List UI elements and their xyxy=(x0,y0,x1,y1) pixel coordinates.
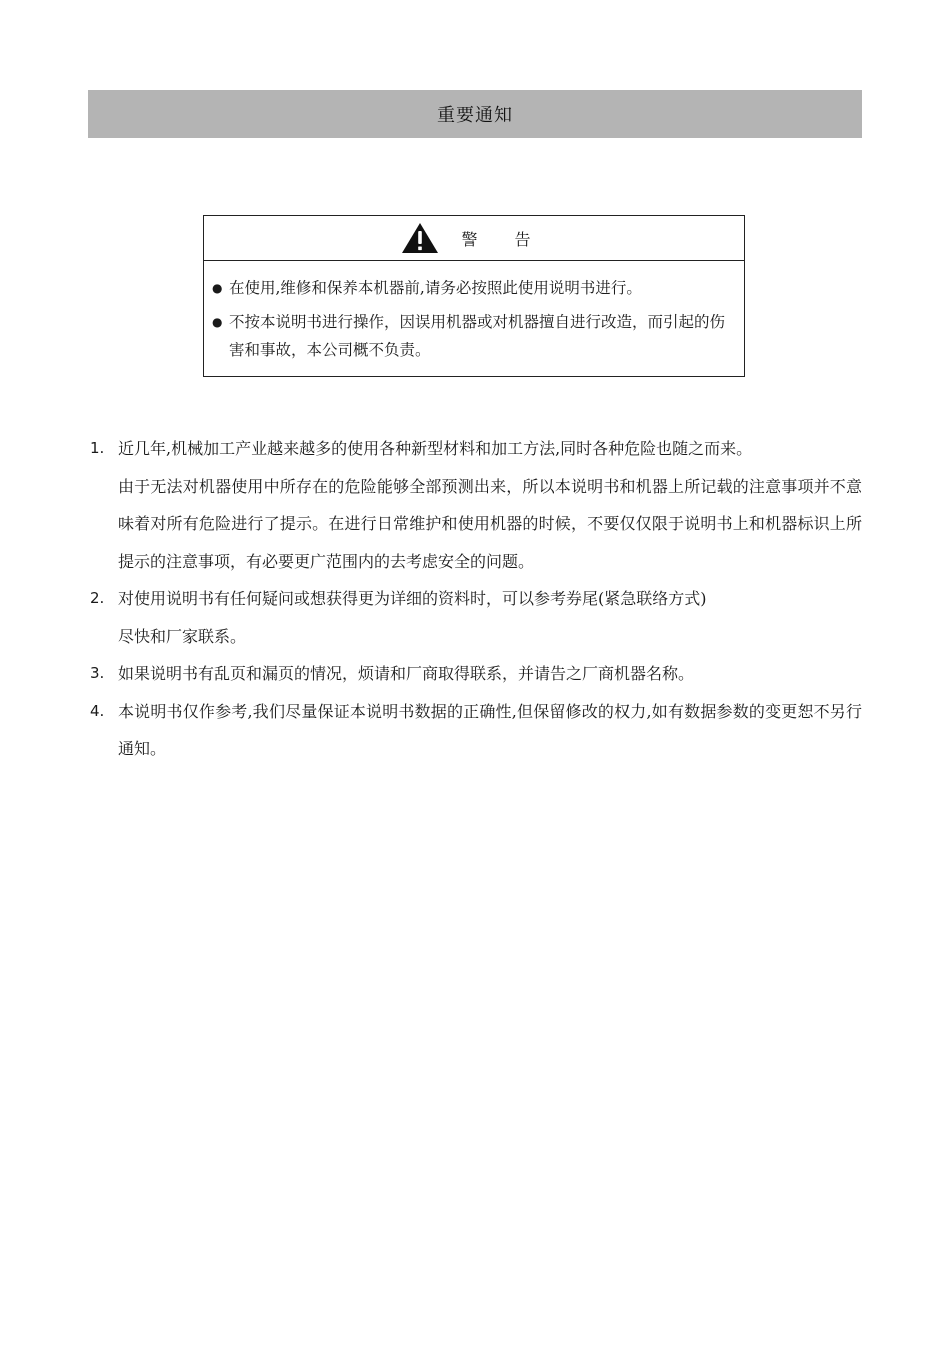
note-paragraph: 近几年,机械加工产业越来越多的使用各种新型材料和加工方法,同时各种危险也随之而来。 xyxy=(118,439,753,458)
warning-item-text: 不按本说明书进行操作，因误用机器或对机器擅自进行改造，而引起的伤害和事故，本公司概不负责。 xyxy=(229,313,726,359)
warning-label: 警 告 xyxy=(461,229,547,249)
warning-body xyxy=(204,261,744,364)
note-text xyxy=(118,580,862,655)
page-title: 重要通知 xyxy=(437,105,513,126)
note-item xyxy=(90,430,862,580)
note-paragraph: 尽快和厂家联系。 xyxy=(118,626,247,646)
note-item xyxy=(90,655,862,693)
note-text xyxy=(118,693,862,768)
notes-list xyxy=(90,430,862,768)
warning-header xyxy=(204,216,744,261)
note-item xyxy=(90,580,862,655)
warning-item xyxy=(212,308,736,364)
note-text xyxy=(118,430,862,580)
warning-item-text: 在使用,维修和保养本机器前,请务必按照此使用说明书进行。 xyxy=(229,279,642,297)
note-paragraph: 由于无法对机器使用中所存在的危险能够全部预测出来，所以本说明书和机器上所记载的注意事项并不意味着对所有危险进行了提示。在进行日常维护和使用机器的时候，不要仅仅限于说明书上和机器标识上所提示的注意事项，有必要更广范围内的去考虑安全的问题。 xyxy=(118,476,862,571)
note-item xyxy=(90,693,862,768)
bullet-icon: ● xyxy=(212,315,223,329)
note-number: 4. xyxy=(90,701,105,720)
header-bar xyxy=(88,90,862,138)
note-number: 1. xyxy=(90,439,105,457)
note-text xyxy=(118,655,862,693)
note-number: 2. xyxy=(90,589,105,607)
warning-triangle-icon xyxy=(401,222,439,254)
note-paragraph: 对使用说明书有任何疑问或想获得更为详细的资料时，可以参考券尾(紧急联络方式) xyxy=(118,589,707,608)
note-number: 3. xyxy=(90,664,105,682)
note-paragraph: 如果说明书有乱页和漏页的情况，烦请和厂商取得联系，并请告之厂商机器名称。 xyxy=(118,664,695,683)
warning-box xyxy=(203,215,745,377)
bullet-icon: ● xyxy=(212,281,223,295)
note-paragraph: 本说明书仅作参考,我们尽量保证本说明书数据的正确性,但保留修改的权力,如有数据参数的变更恕不另行通知。 xyxy=(118,701,862,758)
warning-item xyxy=(212,274,736,302)
